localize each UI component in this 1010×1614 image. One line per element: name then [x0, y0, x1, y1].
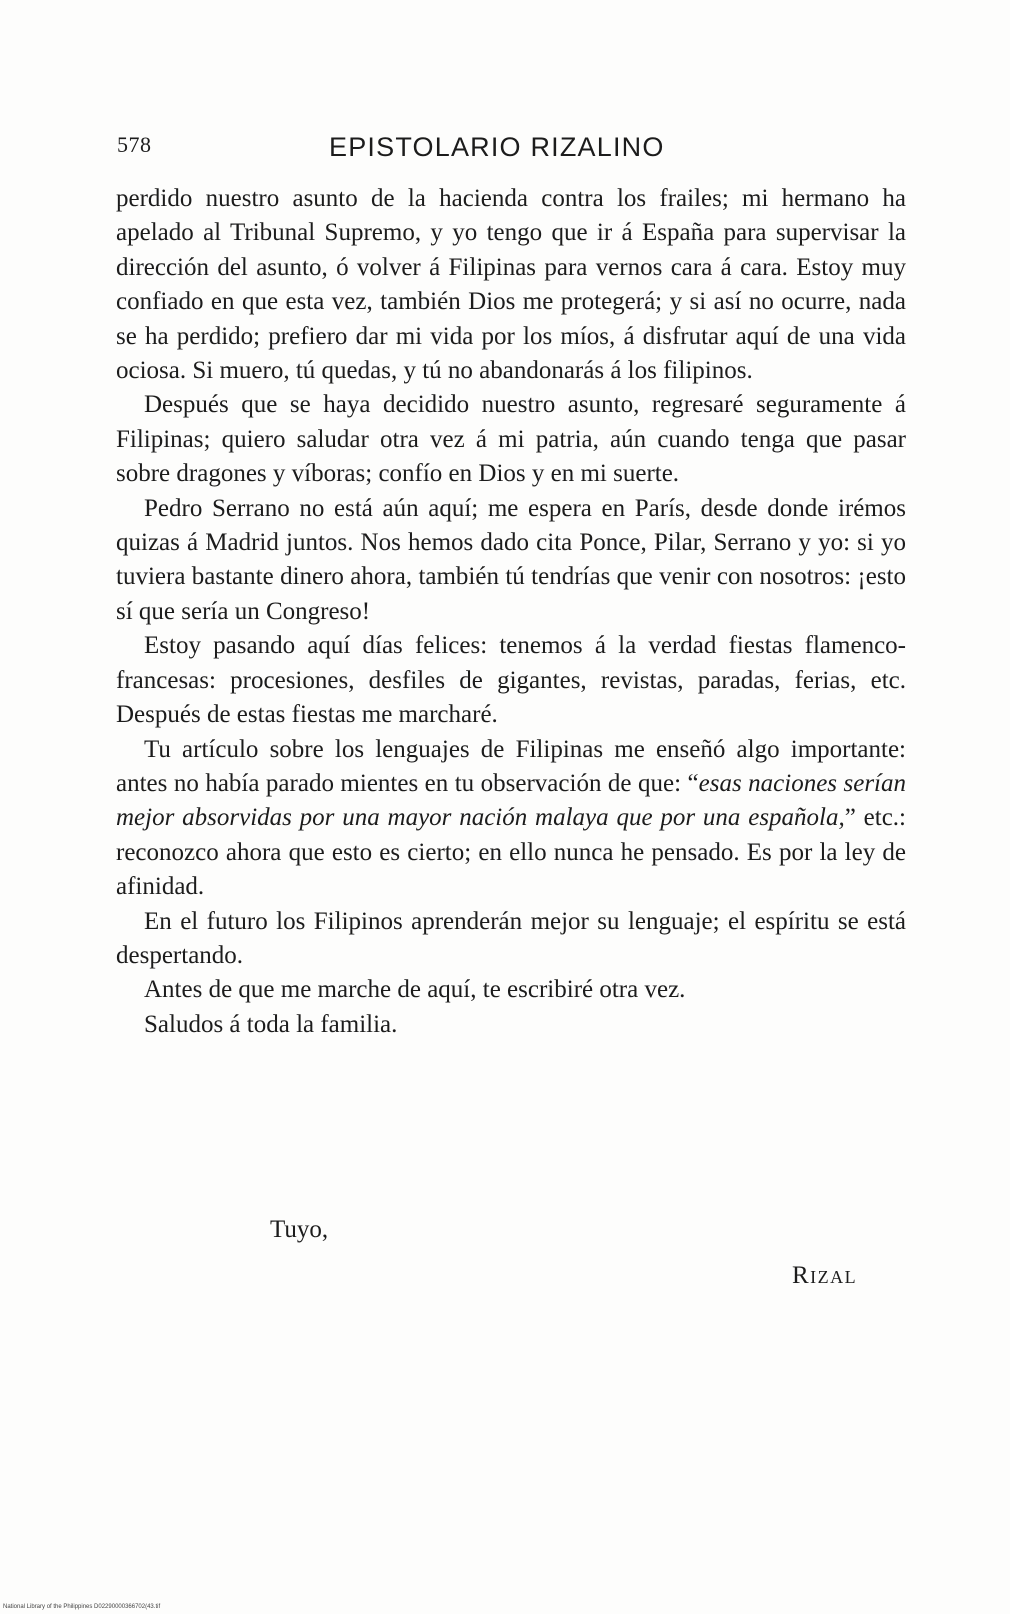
paragraph-return: Después que se haya decidido nuestro asunto, regresaré seguramente á Filipinas; quiero saludar otra vez á mi patria, aún cuando tenga que pasar sobre dragones y víboras; confío en Dios y en mi suerte.: [116, 391, 906, 488]
article-text-before-quote: Tu artículo sobre los lenguajes de Filipinas me enseñó algo importante: antes no había parado mientes en tu observación de que: “: [116, 735, 906, 797]
paragraph-serrano: Pedro Serrano no está aún aquí; me espera en París, desde donde irémos quizas á Madrid juntos. Nos hemos dado cita Ponce, Pilar, Serrano y yo: si yo tuviera bastante dinero ahora, también tú tendrías que venir con nosotros: ¡esto sí que sería un Congreso!: [116, 494, 906, 625]
paragraph-continuation: perdido nuestro asunto de la hacienda contra los frailes; mi hermano ha apelado al Tribunal Supremo, y yo tengo que ir á España para supervisar la dirección del asunto, ó volver á Filipinas para vernos cara á cara. Estoy muy confiado en que esta vez, también Dios me protegerá; y si así no ocurre, nada se ha perdido; prefiero dar mi vida por los míos, á disfrutar aquí de una vida ociosa. Si muero, tú quedas, y tú no abandonarás á los filipinos.: [116, 185, 906, 385]
paragraph-article: [116, 733, 906, 905]
paragraph-write-again: Antes de que me marche de aquí, te escribiré otra vez.: [144, 976, 686, 1004]
signature: Rizal: [792, 1262, 858, 1289]
article-text-after-quote: ” etc.: reconozco ahora que esto es cierto; en ello nunca he pensado. Es por la ley de afinidad.: [116, 804, 906, 901]
paragraph-greetings: Saludos á toda la familia.: [144, 1010, 398, 1038]
letter-body: [116, 182, 906, 1042]
running-title: EPISTOLARIO RIZALINO: [329, 132, 665, 162]
scan-credit: National Library of the Philippines D02290000366702(43.tif: [3, 1604, 161, 1610]
paragraph-future: En el futuro los Filipinos aprenderán mejor su lenguaje; el espíritu se está despertando.: [116, 907, 906, 969]
running-head: [117, 132, 887, 172]
paragraph-fiestas: Estoy pasando aquí días felices: tenemos á la verdad fiestas flamenco-francesas: procesiones, desfiles de gigantes, revistas, paradas, ferias, etc. Después de estas fiestas me marcharé.: [116, 632, 906, 729]
page-number: 578: [117, 132, 152, 157]
article-quotation: esas naciones serían mejor absorvidas por una mayor nación malaya que por una española,: [116, 769, 906, 832]
valediction: Tuyo,: [270, 1216, 329, 1243]
